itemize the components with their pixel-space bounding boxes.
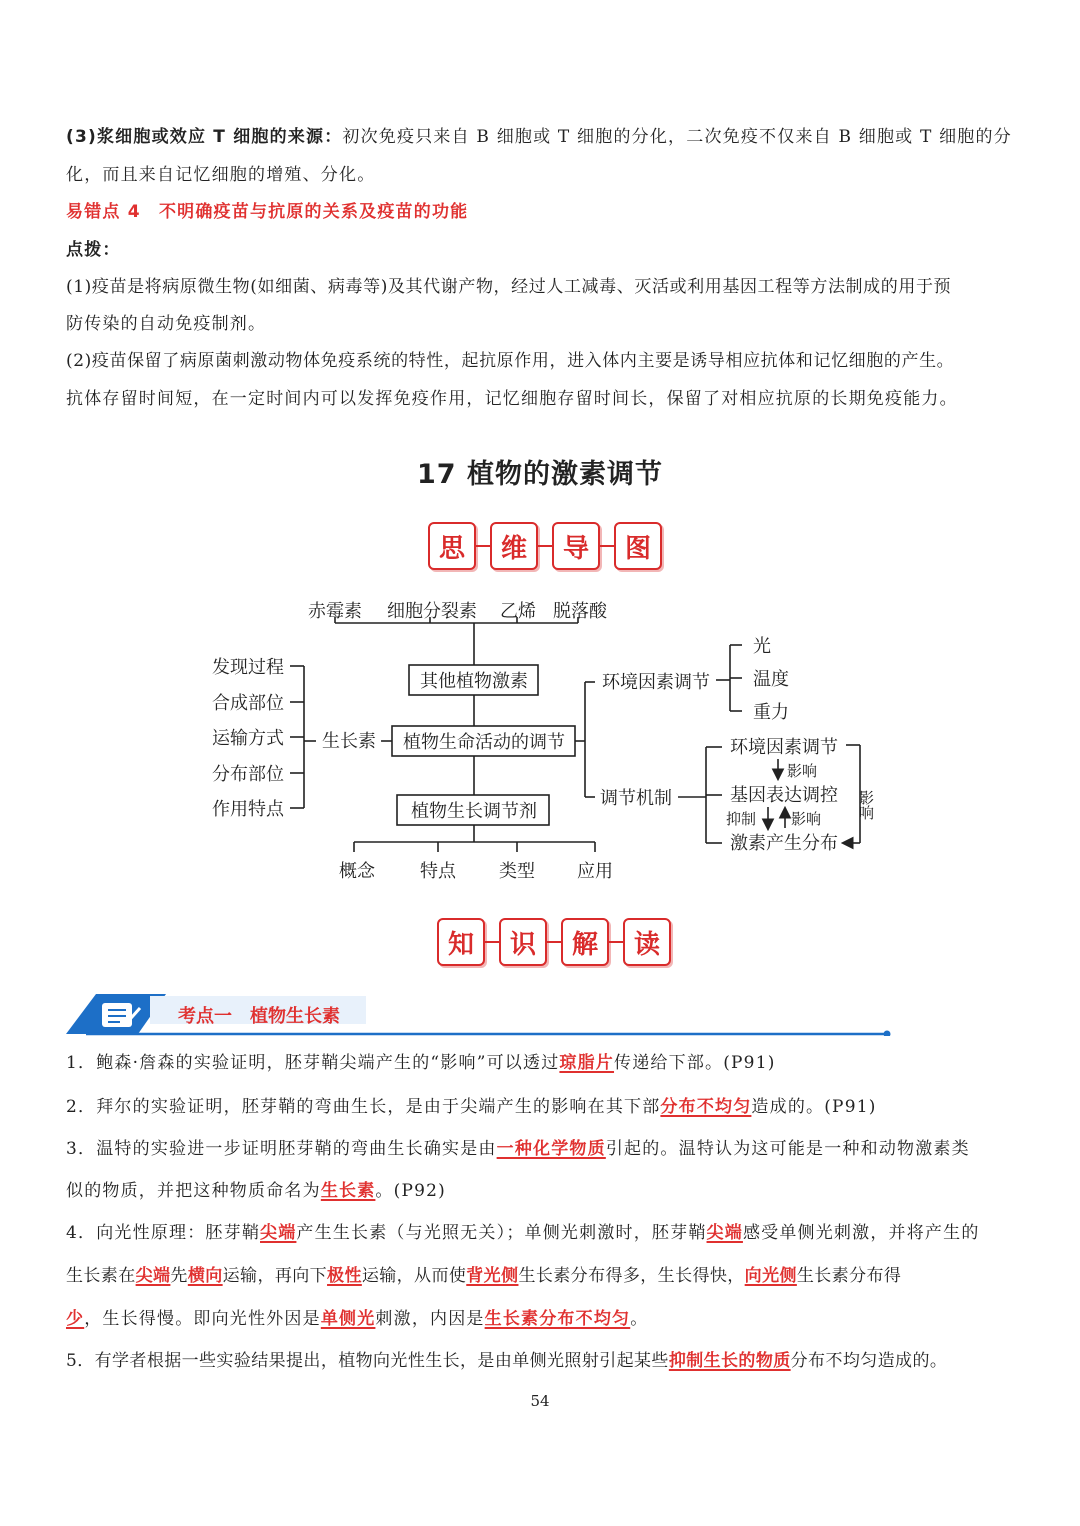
banner-char: 知 (437, 918, 485, 966)
answer-blank: 一种化学物质 (496, 1139, 606, 1159)
node-center: 植物生命活动的调节 (403, 732, 565, 753)
point-4-line3: 少，生长得慢。即向光性外因是单侧光刺激，内因是生长素分布不均匀。 (66, 1309, 649, 1329)
node-growth-regulator: 植物生长调节剂 (411, 801, 537, 822)
answer-blank: 尖端 (260, 1223, 297, 1243)
hormone-gibberellin: 赤霉素 (308, 601, 362, 622)
answer-blank: 生长素分布不均匀 (484, 1309, 631, 1329)
point-5: 5．有学者根据一些实验结果提出，植物向光性生长，是由单侧光照射引起某些抑制生长的物质分布不均匀造成的。 (66, 1351, 948, 1371)
paragraph-3-head: (3)浆细胞或效应 T 细胞的来源： (66, 127, 343, 147)
vaccine-2-line1: (2)疫苗保留了病原菌刺激动物体免疫系统的特性，起抗原作用，进入体内主要是诱导相应抗体和记忆细胞的产生。 (66, 351, 955, 371)
regulator-item: 应用 (577, 861, 613, 882)
answer-blank: 尖端 (135, 1266, 171, 1286)
mech-item: 环境因素调节 (730, 737, 838, 758)
auxin-item: 作用特点 (212, 799, 284, 820)
paragraph-3-line2: 化，而且来自记忆细胞的增殖、分化。 (66, 165, 376, 185)
answer-blank: 背光侧 (466, 1266, 519, 1286)
banner-char: 维 (490, 522, 538, 570)
error-point-heading: 易错点 4 不明确疫苗与抗原的关系及疫苗的功能 (66, 202, 469, 222)
regulator-item: 概念 (339, 861, 375, 882)
node-auxin: 生长素 (322, 731, 376, 752)
env-item: 光 (753, 636, 771, 657)
hint-label: 点拨： (66, 240, 121, 260)
knowledge-banner (437, 918, 671, 966)
banner-char: 识 (499, 918, 547, 966)
vaccine-1-line1: (1)疫苗是将病原微生物(如细菌、病毒等)及其代谢产物，经过人工减毒、灭活或利用基因工程等方法制成的用于预 (66, 277, 952, 297)
answer-blank: 极性 (327, 1266, 362, 1286)
mech-item: 基因表达调控 (730, 785, 838, 806)
regulator-item: 特点 (420, 861, 456, 882)
mech-side-label: 影响 (857, 790, 875, 820)
page-number: 54 (530, 1392, 550, 1410)
auxin-item: 分布部位 (212, 764, 284, 785)
vaccine-1-line2: 防传染的自动免疫制剂。 (66, 314, 267, 334)
mech-effect-label: 影响 (787, 762, 818, 780)
point-2: 2．拜尔的实验证明，胚芽鞘的弯曲生长，是由于尖端产生的影响在其下部分布不均匀造成的。(P91) (66, 1097, 877, 1117)
banner-char: 思 (428, 522, 476, 570)
answer-blank: 少 (66, 1309, 85, 1329)
answer-blank: 抑制生长的物质 (668, 1351, 791, 1371)
node-other-hormones: 其他植物激素 (420, 671, 528, 692)
point-3-line2: 似的物质，并把这种物质命名为生长素。(P92) (66, 1181, 446, 1201)
point-3-line1: 3．温特的实验进一步证明胚芽鞘的弯曲生长确实是由一种化学物质引起的。温特认为这可能是一种和动物激素类 (66, 1139, 970, 1159)
hormone-abscisic-acid: 脱落酸 (553, 601, 607, 622)
point-4-line2: 生长素在尖端先横向运输，再向下极性运输，从而使背光侧生长素分布得多，生长得快，向光侧生长素分布得 (66, 1266, 902, 1286)
banner-char: 解 (561, 918, 609, 966)
section-title: 17 植物的激素调节 (417, 459, 663, 490)
answer-blank: 分布不均匀 (660, 1097, 752, 1117)
answer-blank: 生长素 (320, 1181, 376, 1201)
mech-inhibit-label: 抑制 (726, 810, 757, 828)
banner-char: 导 (552, 522, 600, 570)
answer-blank: 单侧光 (320, 1309, 376, 1329)
hormone-cytokinin: 细胞分裂素 (387, 601, 477, 622)
regulator-item: 类型 (499, 861, 535, 882)
answer-blank: 横向 (187, 1266, 223, 1286)
point-1: 1．鲍森·詹森的实验证明，胚芽鞘尖端产生的“影响”可以透过琼脂片传递给下部。(P91) (66, 1053, 776, 1073)
mech-effect2-label: 影响 (791, 810, 822, 828)
auxin-item: 运输方式 (212, 728, 284, 749)
answer-blank: 琼脂片 (559, 1053, 615, 1073)
auxin-item: 合成部位 (212, 693, 284, 714)
mech-item: 激素产生分布 (730, 833, 838, 854)
hormone-ethylene: 乙烯 (500, 601, 536, 622)
banner-char: 读 (623, 918, 671, 966)
vaccine-2-line2: 抗体存留时间短，在一定时间内可以发挥免疫作用，记忆细胞存留时间长，保留了对相应抗原的长期免疫能力。 (66, 389, 958, 409)
paragraph-3-text: 初次免疫只来自 B 细胞或 T 细胞的分化，二次免疫不仅来自 B 细胞或 T 细胞的分 (342, 127, 1012, 147)
kaodian-heading: 考点一 植物生长素 (178, 1006, 340, 1027)
point-4-line1: 4．向光性原理：胚芽鞘尖端产生生长素（与光照无关）；单侧光刺激时，胚芽鞘尖端感受单侧光刺激，并将产生的 (66, 1223, 980, 1243)
env-item: 重力 (753, 702, 789, 723)
answer-blank: 向光侧 (744, 1266, 797, 1286)
auxin-item: 发现过程 (212, 657, 284, 678)
node-mechanism: 调节机制 (600, 788, 672, 809)
node-environment: 环境因素调节 (602, 672, 710, 693)
answer-blank: 尖端 (706, 1223, 743, 1243)
env-item: 温度 (753, 669, 789, 690)
banner-char: 图 (614, 522, 662, 570)
